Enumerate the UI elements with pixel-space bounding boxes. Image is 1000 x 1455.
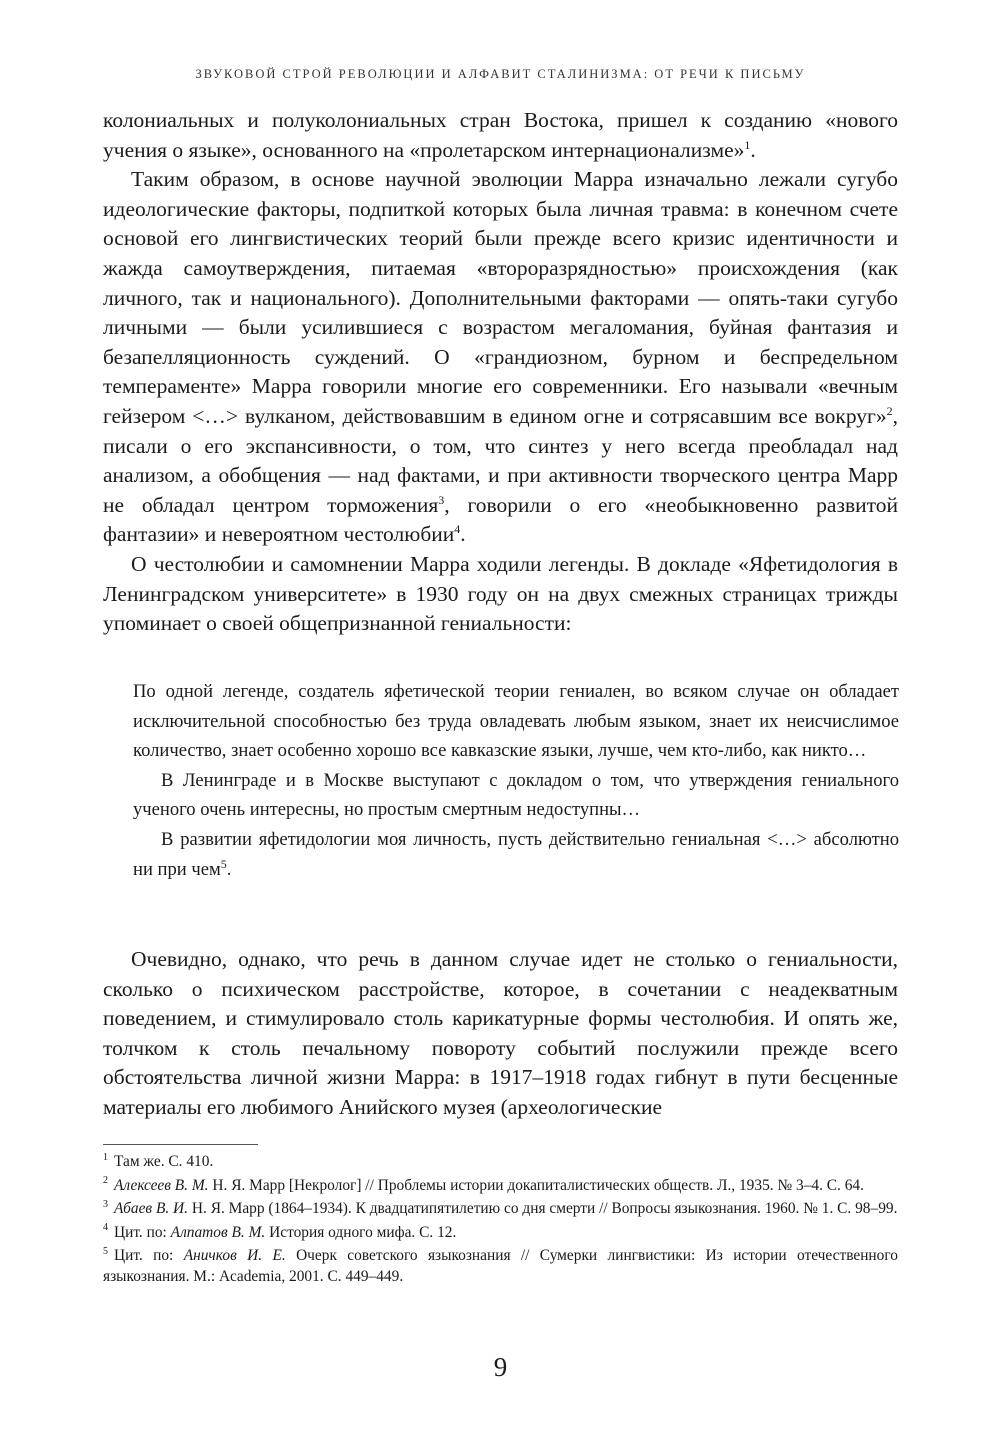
quote-tail: . — [226, 858, 232, 880]
footnote-ref-1: 1 — [744, 137, 751, 152]
footnote-1 — [103, 1152, 898, 1173]
paragraph-2-tail: . — [460, 522, 466, 547]
paragraph-2-part-1: Таким образом, в основе научной эволюции Марра изначально лежали сугубо идеологические факторы, подпиткой которых была личная травма: в конечном счете основой его лингвистических теорий были прежде всего кризис идентичности и жажда самоутверждения, питаемая «второразрядностью» происхождения (как личного, так и национального). Дополнительными факторами — опять-таки сугубо личными — были усилившиеся с возрастом мегаломания, буйная фантазия и безапелляционность суждений. О «грандиозном, бурном и беспредельном темпераменте» Марра говорили многие его современники. Его называли «вечным гейзером <…> вулканом, действовавшим в едином огне и сотрясавшим все вокруг» — [103, 167, 898, 428]
paragraph-1 — [103, 106, 898, 165]
footnote-text: Там же. С. 410. — [114, 1153, 214, 1170]
paragraph-3: О честолюбии и самомнении Марра ходили легенды. В докладе «Яфетидология в Ленинградском университете» в 1930 году он на двух смежных страницах трижды упоминает о своей общепризнанной гениальности: — [103, 551, 898, 636]
main-text-block-2 — [103, 945, 898, 1123]
footnote-text: Н. Я. Марр [Некролог] // Проблемы истории докапиталистических обществ. Л., 1935. № 3–4. С. 64. — [208, 1176, 864, 1194]
footnote-5 — [103, 1246, 898, 1287]
footnote-number: 4 — [103, 1222, 108, 1234]
footnote-2 — [103, 1176, 898, 1197]
footnote-text: Н. Я. Марр (1864–1934). К двадцатипятилетию со дня смерти // Вопросы языкознания. 1960. № 1. С. 98–99. — [188, 1200, 898, 1217]
footnote-ref-3: 3 — [438, 492, 445, 507]
footnote-prefix: Цит. по: — [114, 1247, 184, 1264]
footnote-text: Очерк советского языкознания // Сумерки лингвистики: Из истории отечественного языкознания. М.: Academia, 2001. С. 449–449. — [103, 1247, 898, 1285]
footnote-author: Алпатов В. М. — [170, 1223, 266, 1241]
footnote-ref-5: 5 — [220, 856, 227, 871]
footnote-number: 5 — [103, 1245, 108, 1257]
footnote-author: Алексеев В. М. — [114, 1176, 209, 1194]
footnote-prefix: Цит. по: — [114, 1223, 171, 1241]
running-head: ЗВУКОВОЙ СТРОЙ РЕВОЛЮЦИИ И АЛФАВИТ СТАЛИНИЗМА: ОТ РЕЧИ К ПИСЬМУ — [195, 67, 806, 81]
footnote-number: 3 — [103, 1198, 108, 1210]
paragraph-2-part-2: , писали о его экспансивности, о том, что синтез у него всегда преобладал над анализом, а обобщения — над фактами, и при активности творческого центра Марр не обладал центром торможения — [103, 403, 898, 517]
paragraph-2 — [103, 165, 898, 550]
quote-paragraph-2: В Ленинграде и в Москве выступают с докладом о том, что утверждения гениального ученого очень интересны, но простым смертным недоступны… — [133, 769, 899, 821]
paragraph-1-tail: . — [750, 137, 756, 162]
footnote-author: Аничков И. Е. — [183, 1247, 286, 1264]
paragraph-1-text: колониальных и полуколониальных стран Востока, пришел к созданию «нового учения о языке», основанного на «пролетарском интернационализме» — [103, 108, 898, 162]
footnote-ref-4: 4 — [454, 522, 461, 537]
footnote-number: 1 — [103, 1151, 108, 1163]
footnote-author: Абаев В. И. — [114, 1200, 189, 1217]
paragraph-2-part-3: , говорили о его «необыкновенно развитой фантазии» и невероятном честолюбии — [103, 492, 898, 547]
page-number: 9 — [493, 1352, 508, 1382]
footnote-divider — [103, 1144, 258, 1145]
quote-paragraph-3 — [133, 825, 899, 884]
main-text-block — [103, 106, 898, 639]
block-quote — [133, 677, 899, 884]
footnote-4 — [103, 1223, 898, 1244]
footnote-text: История одного мифа. С. 12. — [265, 1223, 457, 1241]
quote-paragraph-3-text: В развитии яфетидологии моя личность, пусть действительно гениальная <…> абсолютно ни при чем — [133, 828, 899, 880]
footnote-number: 2 — [103, 1175, 108, 1187]
quote-paragraph-1: По одной легенде, создатель яфетической теории гениален, во всяком случае он обладает исключительной способностью без труда овладевать любым языком, знает их неисчислимое количество, знает особенно хорошо все кавказские языки, лучше, чем кто-либо, как никто… — [133, 681, 899, 762]
footnotes — [103, 1152, 898, 1290]
footnote-ref-2: 2 — [886, 403, 893, 418]
paragraph-4: Очевидно, однако, что речь в данном случае идет не столько о гениальности, сколько о психическом расстройстве, которое, в сочетании с неадекватным поведением, и стимулировало столь карикатурные формы честолюбия. И опять же, толчком к столь печальному повороту событий послужили прежде всего обстоятельства личной жизни Марра: в 1917–1918 годах гибнут в пути бесценные материалы его любимого Анийского музея (археологические — [103, 947, 898, 1119]
footnote-3 — [103, 1199, 898, 1220]
